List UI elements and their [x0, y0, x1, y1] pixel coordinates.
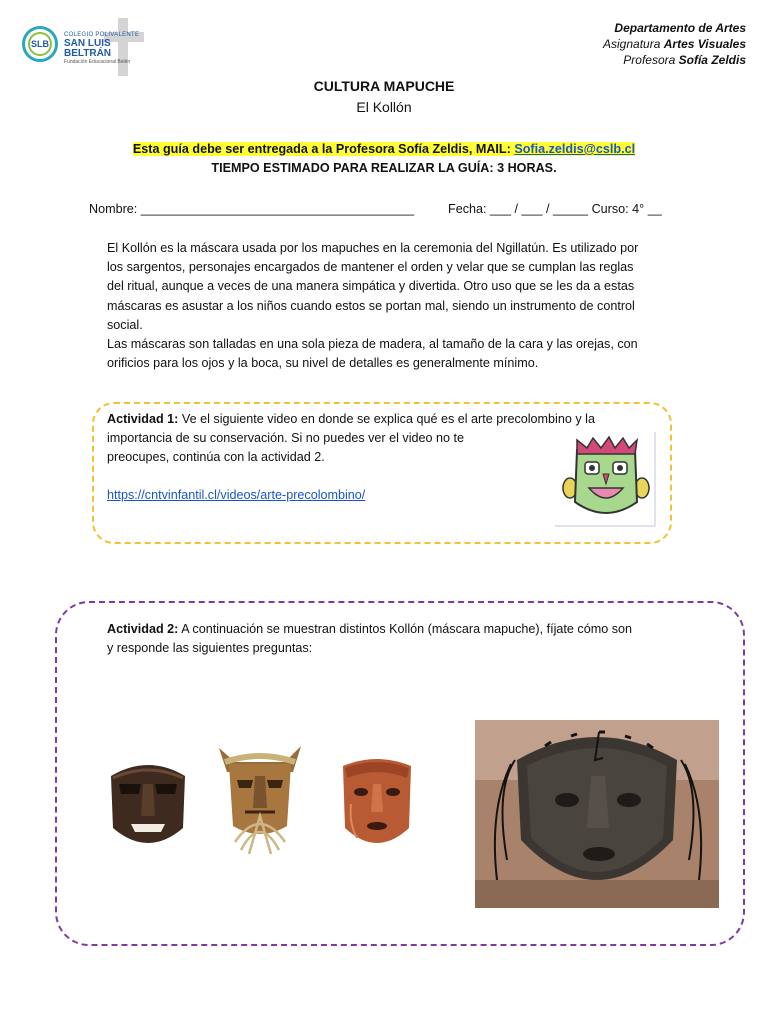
- activity2-line1: A continuación se muestran distintos Kollón (máscara mapuche), fíjate cómo son: [181, 622, 633, 636]
- intro-line: social.: [107, 317, 143, 332]
- intro-line: del ritual, aunque a veces de una manera simpática y divertida. Otro uso que se les da a estas: [107, 279, 635, 294]
- intro-line: los sargentos, personajes encargados de mantener el orden y velar que se cumplan las reglas: [107, 260, 634, 275]
- intro-paragraph: [107, 239, 687, 373]
- intro-line: máscaras es asustar a los niños cuando estos se portan mal, siendo un instrumento de control: [107, 298, 635, 313]
- activity2-label: Actividad 2:: [107, 622, 179, 636]
- teacher-name: Sofía Zeldis: [678, 53, 746, 67]
- document-header: [603, 20, 746, 68]
- logo-emblem: [22, 26, 58, 62]
- kollon-mask-dark-image: [105, 758, 191, 854]
- page-title: CULTURA MAPUCHE: [313, 78, 455, 94]
- cartoon-mask-image: [555, 432, 657, 528]
- date-course-line: [448, 202, 662, 216]
- name-label: Nombre:: [89, 202, 138, 216]
- logo-monogram: SLB: [28, 32, 52, 56]
- kollon-mask-photo-image: [475, 720, 719, 908]
- subject: Artes Visuales: [663, 37, 746, 51]
- logo-line2: SAN LUIS BELTRÁN: [64, 38, 112, 59]
- video-link[interactable]: https://cntvinfantil.cl/videos/arte-precolombino/: [107, 487, 366, 502]
- activity2-line2: y responde las siguientes preguntas:: [107, 641, 313, 656]
- activity1-line1: Ve el siguiente video en donde se explica qué es el arte precolombino y la: [181, 412, 595, 426]
- page-subtitle: El Kollón: [356, 99, 412, 115]
- delivery-notice: [0, 142, 768, 156]
- subject-label: Asignatura: [603, 37, 661, 51]
- time-estimate: TIEMPO ESTIMADO PARA REALIZAR LA GUÍA: 3 HORAS.: [211, 161, 557, 175]
- logo-line1: COLEGIO POLIVALENTE: [64, 32, 140, 38]
- logo-line3: Fundación Educacional Belén: [64, 59, 131, 65]
- department: Departamento de Artes: [614, 21, 746, 35]
- logo-text: [64, 32, 150, 65]
- student-info-line: [89, 202, 414, 216]
- activity1-line3: preocupes, continúa con la actividad 2.: [107, 450, 325, 465]
- intro-line: orificios para los ojos y la boca, su nivel de detalles es generalmente mínimo.: [107, 356, 539, 371]
- kollon-mask-red-image: [335, 754, 419, 856]
- activity1-line2: importancia de su conservación. Si no puedes ver el video no te: [107, 431, 465, 446]
- notice-text: Esta guía debe ser entregada a la Profesora Sofía Zeldis, MAIL:: [132, 142, 511, 156]
- activity2-text: [107, 620, 707, 658]
- email-link[interactable]: Sofia.zeldis@cslb.cl: [514, 142, 636, 156]
- intro-line: Las máscaras son talladas en una sola pieza de madera, al tamaño de la cara y las orejas, con: [107, 337, 638, 352]
- date-field[interactable]: ___ / ___ / _____: [490, 202, 589, 216]
- activity1-label: Actividad 1:: [107, 412, 179, 426]
- intro-line: El Kollón es la máscara usada por los mapuches en la ceremonia del Ngillatún. Es utilizado por: [107, 241, 639, 255]
- date-label: Fecha:: [448, 202, 487, 216]
- kollon-mask-fiber-image: [215, 742, 305, 860]
- name-field[interactable]: _______________________________________: [140, 202, 414, 216]
- school-logo: [20, 14, 150, 78]
- teacher-label: Profesora: [623, 53, 676, 67]
- course-field[interactable]: Curso: 4° __: [591, 202, 662, 216]
